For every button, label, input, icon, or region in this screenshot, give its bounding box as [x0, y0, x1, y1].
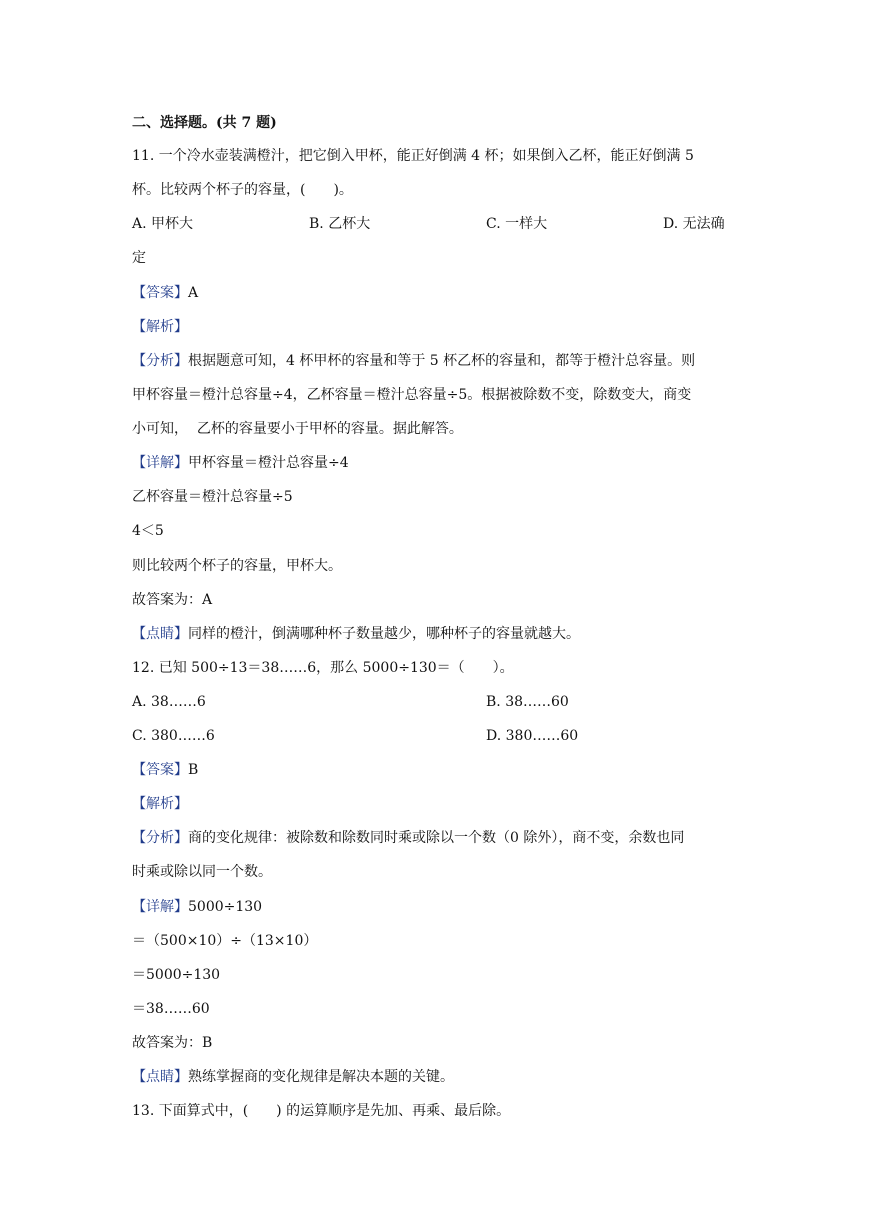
q11-option-a: A. 甲杯大	[132, 216, 194, 232]
q11-conclusion: 故答案为：A	[132, 592, 213, 608]
q12-xiangjie-line1	[132, 897, 262, 917]
q11-xiangjie-line4: 则比较两个杯子的容量，甲杯大。	[132, 558, 342, 574]
q11-stem-line1: 11. 一个冷水壶装满橙汁，把它倒入甲杯，能正好倒满 4 杯；如果倒入乙杯，能正好倒满 5	[132, 148, 694, 164]
q11-dianjing	[132, 624, 580, 644]
fenxi-text: 根据题意可知，4 杯甲杯的容量和等于 5 杯乙杯的容量和，都等于橙汁总容量。则	[188, 353, 696, 369]
xiangjie-tag: 【详解】	[132, 455, 188, 471]
q11-option-c: C. 一样大	[486, 216, 548, 232]
q11-xiangjie-line2: 乙杯容量＝橙汁总容量÷5	[132, 489, 293, 505]
q12-xiangjie-line4: ＝38……60	[132, 1001, 210, 1017]
q12-xiangjie-line3: ＝5000÷130	[132, 967, 221, 983]
q11-option-d: D. 无法确	[663, 216, 725, 232]
q12-option-d: D. 380……60	[486, 728, 579, 744]
q12-analysis-tag: 【解析】	[132, 796, 188, 812]
dianjing-tag: 【点睛】	[132, 626, 188, 642]
q12-dianjing	[132, 1067, 454, 1087]
q12-fenxi-line2: 时乘或除以同一个数。	[132, 864, 272, 880]
q11-xiangjie-line1	[132, 453, 349, 473]
dianjing-text: 熟练掌握商的变化规律是解决本题的关键。	[188, 1069, 454, 1085]
q12-answer	[132, 760, 198, 780]
dianjing-text: 同样的橙汁，倒满哪种杯子数量越少，哪种杯子的容量就越大。	[188, 626, 580, 642]
q11-fenxi-line3: 小可知， 乙杯的容量要小于甲杯的容量。据此解答。	[132, 421, 463, 437]
fenxi-tag: 【分析】	[132, 830, 188, 846]
q13-stem: 13. 下面算式中，( ) 的运算顺序是先加、再乘、最后除。	[132, 1103, 511, 1119]
section-title: 二、选择题。(共 7 题)	[132, 115, 277, 131]
xiangjie-text: 甲杯容量＝橙汁总容量÷4	[188, 455, 349, 471]
q11-fenxi-line2: 甲杯容量＝橙汁总容量÷4，乙杯容量＝橙汁总容量÷5。根据被除数不变，除数变大，商变	[132, 387, 692, 403]
answer-value: B	[188, 762, 199, 778]
q12-option-a: A. 38……6	[132, 694, 206, 710]
q11-analysis-tag: 【解析】	[132, 319, 188, 335]
answer-tag: 【答案】	[132, 285, 188, 301]
q11-stem-line2: 杯。比较两个杯子的容量，( )。	[132, 182, 353, 198]
q12-option-b: B. 38……60	[486, 694, 569, 710]
answer-value: A	[188, 285, 199, 301]
xiangjie-tag: 【详解】	[132, 899, 188, 915]
q11-option-b: B. 乙杯大	[309, 216, 371, 232]
dianjing-tag: 【点睛】	[132, 1069, 188, 1085]
q11-option-d-wrap: 定	[132, 250, 146, 266]
q11-answer	[132, 283, 198, 303]
q12-option-c: C. 380……6	[132, 728, 215, 744]
q12-stem: 12. 已知 500÷13＝38……6，那么 5000÷130＝（ ）。	[132, 660, 514, 676]
xiangjie-text: 5000÷130	[188, 899, 263, 915]
q11-xiangjie-line3: 4＜5	[132, 523, 164, 539]
fenxi-tag: 【分析】	[132, 353, 188, 369]
q11-fenxi-line1	[132, 351, 695, 371]
fenxi-text: 商的变化规律：被除数和除数同时乘或除以一个数（0 除外），商不变，余数也同	[188, 830, 685, 846]
q12-fenxi-line1	[132, 828, 684, 848]
q12-conclusion: 故答案为：B	[132, 1035, 213, 1051]
q12-xiangjie-line2: ＝（500×10）÷（13×10）	[132, 933, 318, 949]
answer-tag: 【答案】	[132, 762, 188, 778]
